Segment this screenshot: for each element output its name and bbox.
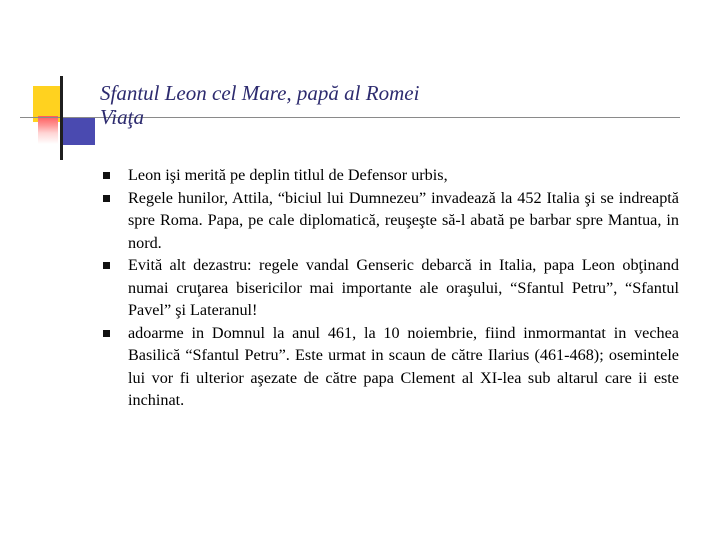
square-bullet-icon xyxy=(103,330,110,337)
bullet-text-2: Regele hunilor, Attila, “biciul lui Dumnezeu” invadează la 452 Italia şi se indreaptă spre Roma. Papa, pe cale diplomatică, reuşeşte să-l abată pe barbar spre Mantua, in nord. xyxy=(128,188,679,252)
square-bullet-icon xyxy=(103,172,110,179)
bullet-text-4: adoarme in Domnul la anul 461, la 10 noiembrie, fiind inmormantat in vechea Basilică “Sfantul Petru”. Este urmat in scaun de către Ilarius (461-468); osemintele lui vor fi ulterior aşezate de către papa Clement al XI-lea sub altarul care ii este inchinat. xyxy=(128,323,679,409)
decorative-blue-block xyxy=(61,117,95,145)
bullet-item-3 xyxy=(103,254,679,322)
bullet-text-1: Leon işi merită pe deplin titlul de Defensor urbis, xyxy=(128,166,448,184)
bullet-text-3: Evită alt dezastru: regele vandal Genseric debarcă in Italia, papa Leon obţinand numai cruţarea bisericilor mai importante ale oraşului, “Sfantul Petru”, “Sfantul Pavel” şi Lateranul! xyxy=(128,256,679,319)
decorative-vertical-line xyxy=(60,76,63,160)
bullet-list xyxy=(103,164,679,412)
slide-title-line-2: Viaţa xyxy=(100,105,144,129)
bullet-item-2 xyxy=(103,187,679,255)
square-bullet-icon xyxy=(103,195,110,202)
decorative-pink-block xyxy=(38,116,58,144)
slide-title xyxy=(100,81,419,129)
bullet-item-4 xyxy=(103,322,679,412)
slide-title-line-1: Sfantul Leon cel Mare, papă al Romei xyxy=(100,81,420,105)
bullet-item-1 xyxy=(103,164,679,187)
square-bullet-icon xyxy=(103,262,110,269)
